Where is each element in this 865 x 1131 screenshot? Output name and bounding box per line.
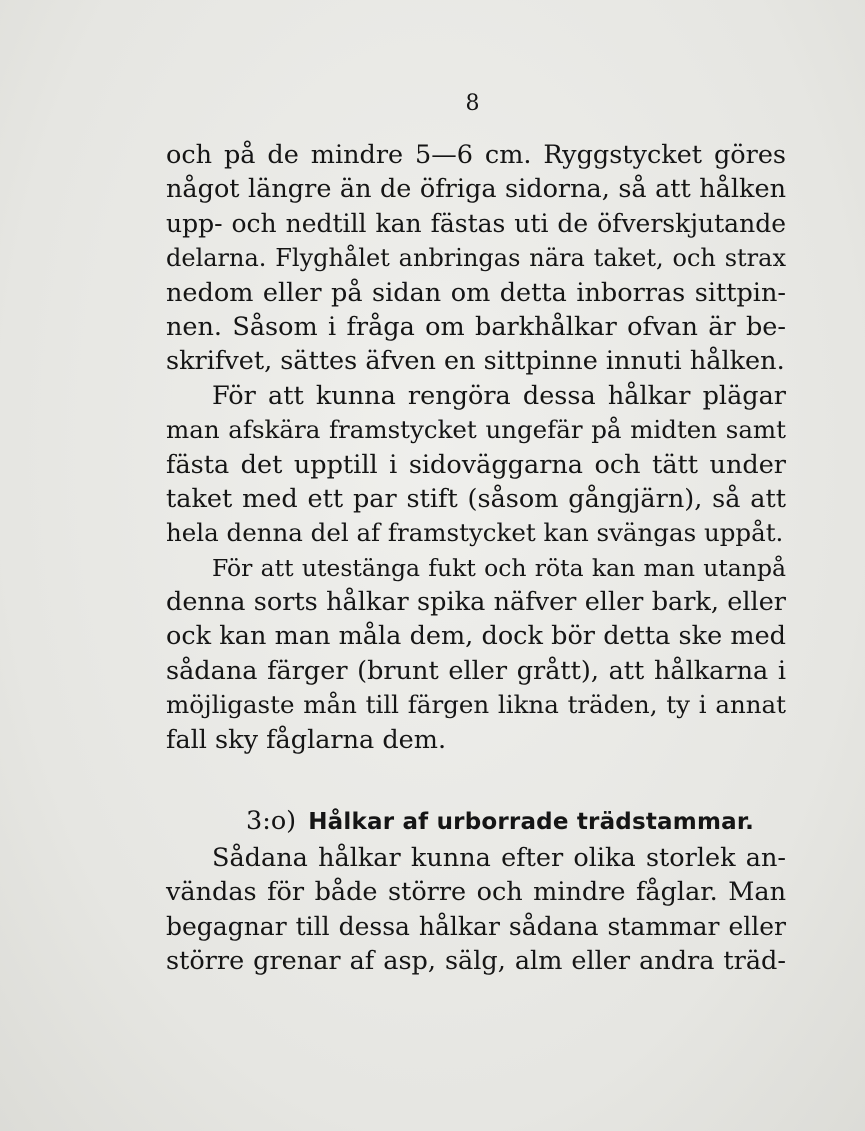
text-line: sådana färger (brunt eller grått), att hålkarna i (166, 655, 786, 686)
page-number: 8 (465, 91, 480, 116)
text-line: ock kan man måla dem, dock bör detta ske med (166, 621, 786, 652)
section-number: 3:o) (246, 806, 297, 836)
text-line: taket med ett par stift (såsom gångjärn), så att (166, 483, 786, 514)
text-line: skrifvet, sättes äfven en sittpinne innuti hålken. (166, 346, 785, 377)
text-line: man afskära framstycket ungefär på midten samt (166, 415, 786, 445)
text-line: något längre än de öfriga sidorna, så att hålken (166, 174, 786, 205)
text-line: och på de mindre 5—6 cm. Ryggstycket göres (166, 140, 786, 170)
text-line: begagnar till dessa hålkar sådana stammar eller (166, 911, 786, 941)
section-title: Hålkar af urborrade trädstammar. (308, 809, 755, 835)
body-text-lower (166, 841, 786, 979)
text-line: För att utestänga fukt och röta kan man utanpå (212, 553, 786, 582)
text-line: nen. Såsom i fråga om barkhålkar ofvan är be- (166, 311, 786, 342)
text-line: hela denna del af framstycket kan svängas uppåt. (166, 518, 784, 548)
text-line: vändas för både större och mindre fåglar. Man (166, 877, 786, 908)
body-text-upper (166, 138, 786, 757)
text-line: För att kunna rengöra dessa hålkar plägar (212, 380, 786, 411)
text-line: möjligaste mån till färgen likna träden, ty i annat (166, 690, 786, 720)
section-heading (246, 806, 754, 836)
text-line: upp- och nedtill kan fästas uti de öfverskjutande (166, 208, 786, 238)
text-line: nedom eller på sidan om detta inborras sittpin- (166, 277, 786, 308)
text-line: delarna. Flyghålet anbringas nära taket, och strax (166, 244, 786, 273)
text-line: fall sky fåglarna dem. (166, 724, 447, 755)
text-line: Sådana hålkar kunna efter olika storlek an- (212, 843, 786, 873)
text-line: denna sorts hålkar spika näfver eller bark, eller (166, 587, 786, 618)
text-line: fästa det upptill i sidoväggarna och tätt under (166, 449, 786, 480)
text-line: större grenar af asp, sälg, alm eller andra träd- (166, 946, 786, 977)
